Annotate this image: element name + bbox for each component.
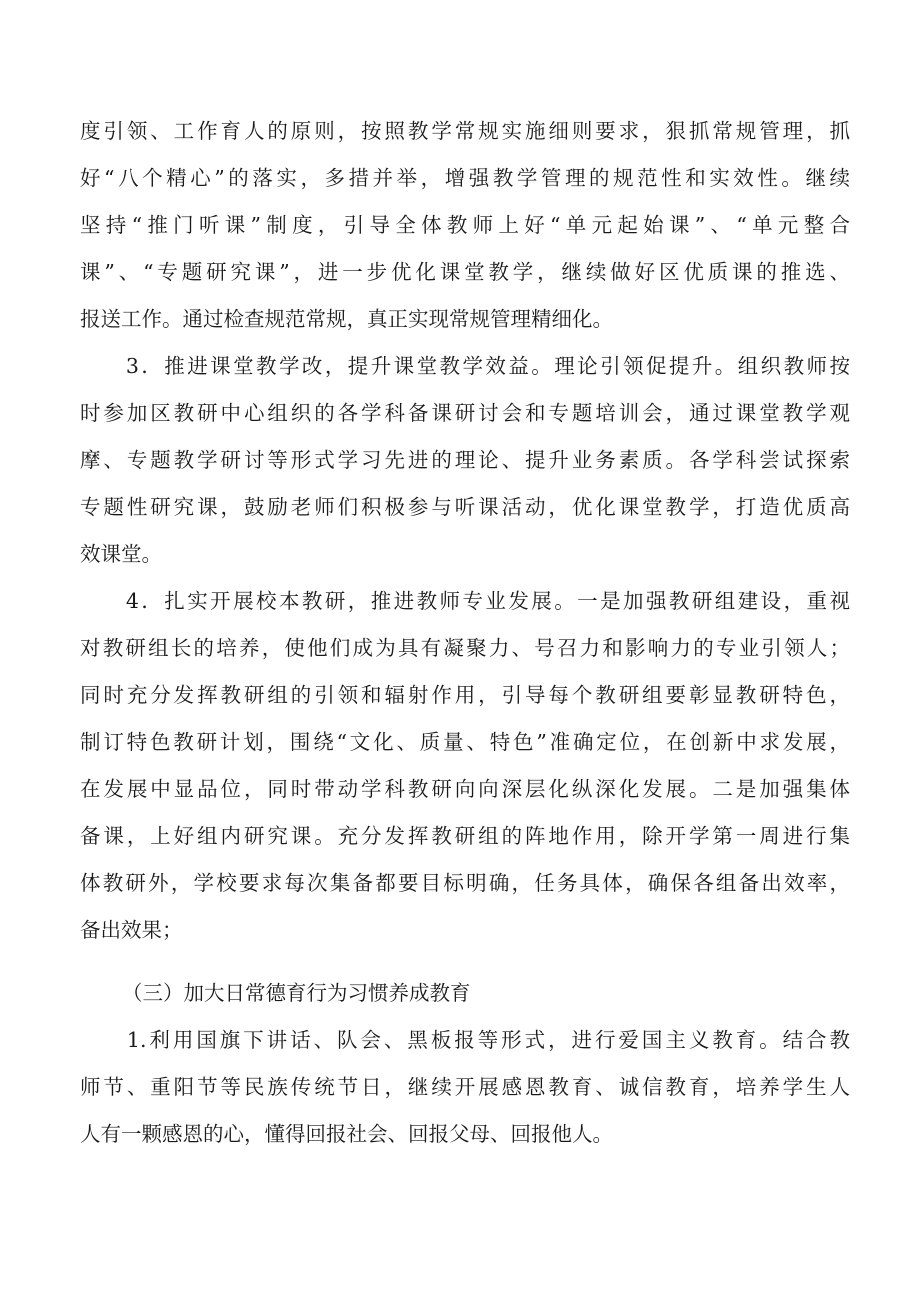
paragraph-4 [80,1017,850,1158]
paragraph-1 [80,108,850,343]
text-line: 坚持“推门听课”制度，引导全体教师上好“单元起始课”、“单元整合 [80,213,850,237]
text-line: 人有一颗感恩的心，懂得回报社会、回报父母、回报他人。 [80,1122,613,1146]
text-line: 体教研外，学校要求每次集备都要目标明确，任务具体，确保各组备出效率， [80,871,850,895]
text-line: 专题性研究课，鼓励老师们积极参与听课活动，优化课堂教学，打造优质高 [80,495,850,519]
paragraph-3 [80,578,850,954]
text-line: 时参加区教研中心组织的各学科备课研讨会和专题培训会，通过课堂教学观 [80,401,850,425]
text-line: 报送工作。通过检查规范常规，真正实现常规管理精细化。 [80,307,613,331]
text-line: 4．扎实开展校本教研，推进教师专业发展。一是加强教研组建设，重视 [80,589,850,613]
text-line: 制订特色教研计划，围绕“文化、质量、特色”准确定位，在创新中求发展， [80,730,850,754]
text-line: 课”、“专题研究课”，进一步优化课堂教学，继续做好区优质课的推选、 [80,260,850,284]
text-line: 备出效果； [80,918,183,942]
text-line: 对教研组长的培养，使他们成为具有凝聚力、号召力和影响力的专业引领人； [80,636,850,660]
text-line: 度引领、工作育人的原则，按照教学常规实施细则要求，狠抓常规管理，抓 [80,119,850,143]
section-heading: （三）加大日常德育行为习惯养成教育 [122,981,471,1005]
paragraph-2 [80,343,850,578]
text-line: 在发展中显品位，同时带动学科教研向向深层化纵深化发展。二是加强集体 [80,777,850,801]
text-line: 效课堂。 [80,542,162,566]
paragraph-gap [80,954,850,970]
text-line: 好“八个精心”的落实，多措并举，增强教学管理的规范性和实效性。继续 [80,166,850,190]
text-line: 同时充分发挥教研组的引领和辐射作用，引导每个教研组要彰显教研特色， [80,683,850,707]
text-line: 备课，上好组内研究课。充分发挥教研组的阵地作用，除开学第一周进行集 [80,824,850,848]
text-line: 1.利用国旗下讲话、队会、黑板报等形式，进行爱国主义教育。结合教 [80,1028,850,1052]
text-line: 师节、重阳节等民族传统节日，继续开展感恩教育、诚信教育，培养学生人 [80,1075,850,1099]
text-line: 摩、专题教学研讨等形式学习先进的理论、提升业务素质。各学科尝试探索 [80,448,850,472]
document-page [80,108,850,1158]
text-line: 3．推进课堂教学改，提升课堂教学效益。理论引领促提升。组织教师按 [80,354,850,378]
